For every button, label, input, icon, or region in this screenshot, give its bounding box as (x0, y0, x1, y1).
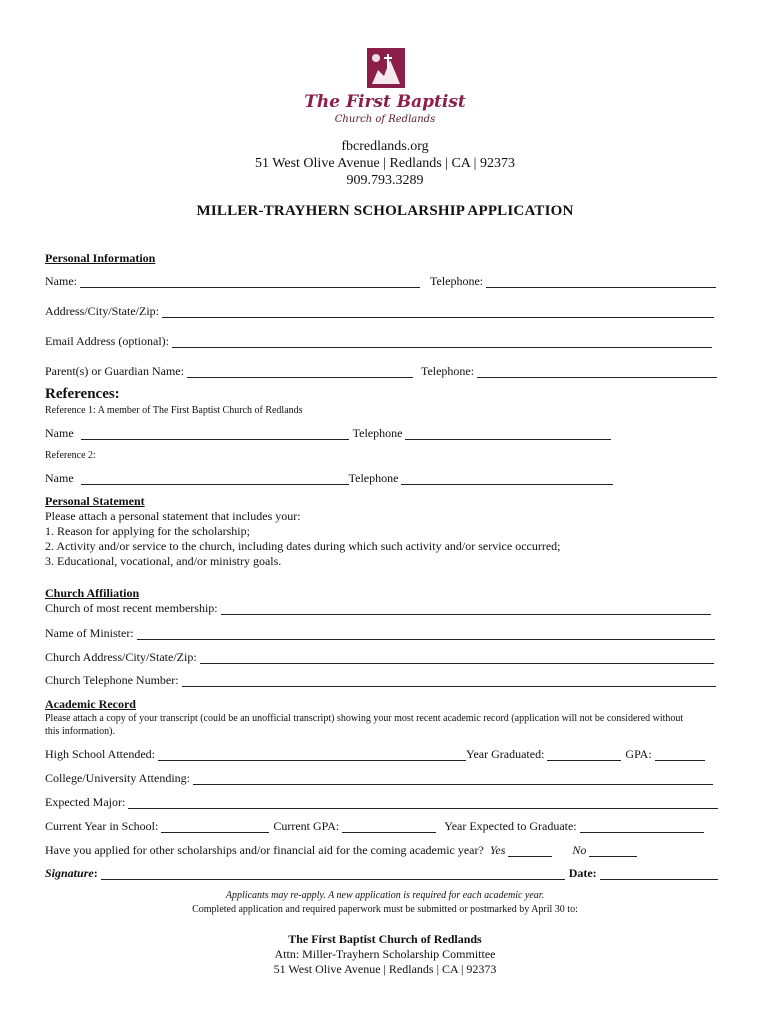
reapply-note: Applicants may re-apply. A new application is required for each academic year. (225, 890, 545, 901)
telephone-label: Telephone: (430, 274, 484, 288)
guardian-telephone-field[interactable] (477, 365, 717, 378)
statement-item-2: 2. Activity and/or service to the church, including dates during which such activity and/or service occurred; (45, 539, 561, 553)
header-address: 51 West Olive Avenue | Redlands | CA | 92373 (255, 156, 515, 171)
reference-1-row (45, 426, 611, 441)
references-heading: References: (45, 386, 120, 402)
date-label: Date: (568, 866, 597, 880)
no-field[interactable] (589, 844, 637, 857)
signature-label: Signature (45, 866, 94, 880)
current-year-field[interactable] (161, 820, 269, 833)
header-phone: 909.793.3289 (346, 173, 424, 188)
telephone-field[interactable] (486, 275, 716, 288)
address-field[interactable] (162, 305, 714, 318)
signature-row: Signature : Date: (45, 866, 718, 881)
name-label: Name: (45, 274, 77, 288)
minister-field[interactable] (137, 627, 715, 640)
church-address-field[interactable] (200, 651, 714, 664)
reference-1-telephone-field[interactable] (405, 427, 611, 440)
email-row (45, 334, 712, 349)
guardian-field[interactable] (187, 365, 413, 378)
academic-note: Please attach a copy of your transcript (could be an unofficial transcript) showing your most recent academic record (application will not be considered without this information). (45, 713, 684, 737)
reference-2-note: Reference 2: (45, 450, 96, 461)
current-year-label: Current Year in School: (45, 819, 159, 833)
no-label: No (572, 843, 587, 857)
high-school-row (45, 747, 705, 762)
gpa-label: GPA: (625, 747, 652, 761)
address-label: Address/City/State/Zip: (45, 304, 159, 318)
address-row (45, 304, 714, 319)
section-heading-statement: Personal Statement (45, 494, 145, 508)
name-field[interactable] (80, 275, 420, 288)
name-row (45, 274, 716, 289)
church-membership-row (45, 601, 711, 616)
other-aid-row (45, 843, 637, 858)
signature-field[interactable] (101, 867, 565, 880)
year-graduated-field[interactable] (547, 748, 621, 761)
reference-1-name-label: Name (45, 426, 74, 440)
section-heading-personal: Personal Information (45, 251, 156, 265)
footer-attn: Attn: Miller-Trayhern Scholarship Committee (274, 947, 496, 961)
statement-item-1: 1. Reason for applying for the scholarship; (45, 524, 250, 538)
reference-1-note: Reference 1: A member of The First Baptist Church of Redlands (45, 405, 303, 416)
section-heading-church: Church Affiliation (45, 586, 140, 600)
college-field[interactable] (193, 772, 713, 785)
section-heading-academic: Academic Record (45, 697, 136, 711)
minister-row (45, 626, 715, 641)
guardian-label: Parent(s) or Guardian Name: (45, 364, 184, 378)
page-title: MILLER-TRAYHERN SCHOLARSHIP APPLICATION (196, 203, 574, 219)
reference-1-telephone-label: Telephone (352, 426, 403, 440)
logo-title: The First Baptist (304, 92, 466, 112)
church-membership-field[interactable] (221, 602, 711, 615)
reference-2-name-label: Name (45, 471, 74, 485)
year-graduate-field[interactable] (580, 820, 704, 833)
footer-address: 51 West Olive Avenue | Redlands | CA | 92373 (273, 962, 497, 976)
high-school-label: High School Attended: (45, 747, 155, 761)
reference-2-telephone-label: Telephone (348, 471, 399, 485)
reference-2-row (45, 471, 613, 486)
major-label: Expected Major: (45, 795, 126, 809)
church-telephone-row (45, 673, 716, 688)
guardian-row (45, 364, 717, 379)
college-label: College/University Attending: (45, 771, 190, 785)
other-aid-question: Have you applied for other scholarships and/or financial aid for the coming academic year? (45, 843, 484, 857)
logo-subtitle: Church of Redlands (334, 114, 436, 125)
church-membership-label: Church of most recent membership: (45, 601, 218, 615)
reference-2-name-field[interactable] (81, 472, 349, 485)
year-graduated-label: Year Graduated: (466, 747, 545, 761)
email-label: Email Address (optional): (45, 334, 169, 348)
statement-item-3: 3. Educational, vocational, and/or ministry goals. (45, 554, 282, 568)
major-field[interactable] (128, 796, 718, 809)
email-field[interactable] (172, 335, 712, 348)
church-address-row (45, 650, 714, 665)
current-gpa-field[interactable] (342, 820, 436, 833)
statement-intro: Please attach a personal statement that includes your: (45, 509, 301, 523)
guardian-telephone-label: Telephone: (420, 364, 475, 378)
minister-label: Name of Minister: (45, 626, 134, 640)
submit-note: Completed application and required paperwork must be submitted or postmarked by April 30 to: (192, 904, 578, 915)
major-row (45, 795, 718, 810)
church-address-label: Church Address/City/State/Zip: (45, 650, 197, 664)
church-telephone-field[interactable] (182, 674, 716, 687)
reference-1-name-field[interactable] (81, 427, 349, 440)
college-row (45, 771, 713, 786)
reference-2-telephone-field[interactable] (401, 472, 613, 485)
church-logo (300, 44, 470, 130)
yes-field[interactable] (508, 844, 552, 857)
footer-org-name: The First Baptist Church of Redlands (288, 932, 482, 946)
year-graduate-label: Year Expected to Graduate: (444, 819, 577, 833)
high-school-field[interactable] (158, 748, 466, 761)
gpa-field[interactable] (655, 748, 705, 761)
website: fbcredlands.org (341, 139, 429, 154)
church-telephone-label: Church Telephone Number: (45, 673, 179, 687)
current-year-row (45, 819, 704, 834)
yes-label: Yes (489, 843, 506, 857)
date-field[interactable] (600, 867, 718, 880)
current-gpa-label: Current GPA: (273, 819, 340, 833)
